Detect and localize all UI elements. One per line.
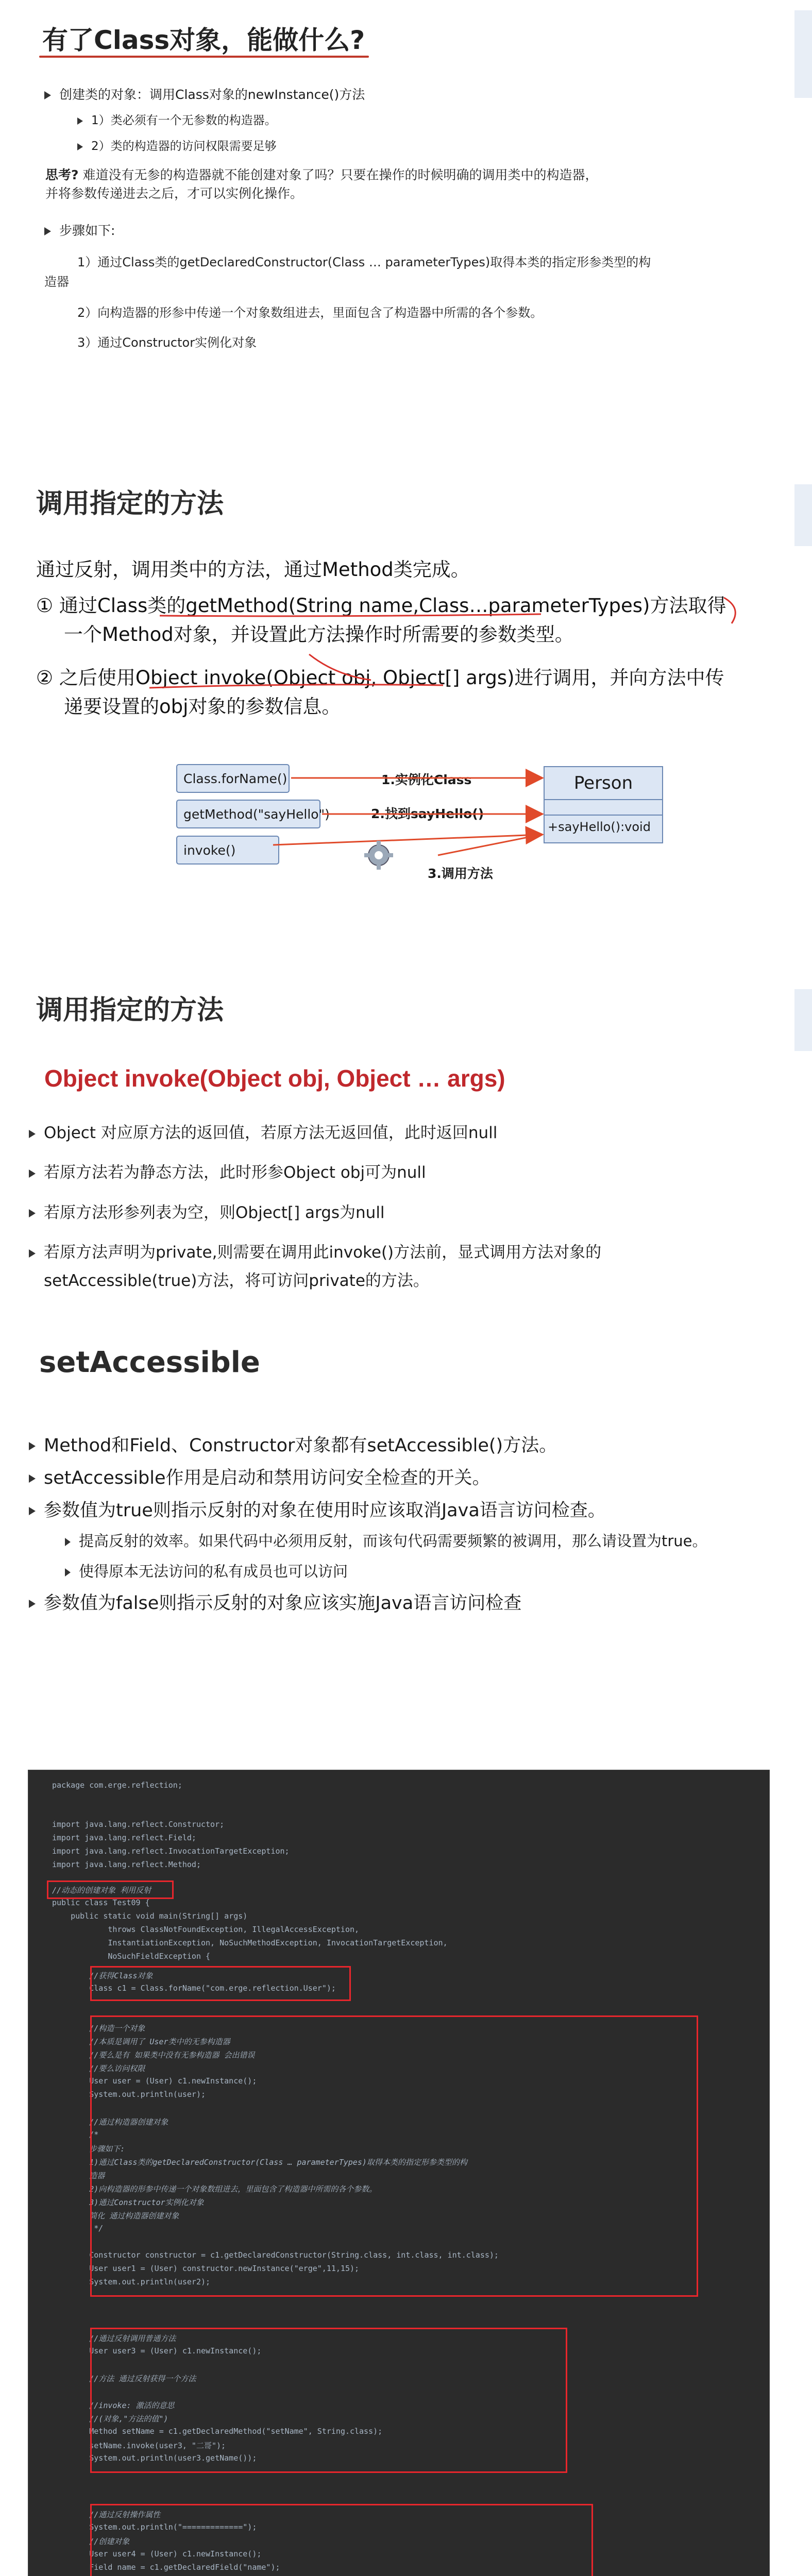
think-paragraph: 思考? 难道没有无参的构造器就不能创建对象了吗？只要在操作的时候明确的调用类中的构造器， 并将参数传递进去之后，才可以实例化操作。: [45, 167, 598, 201]
highlight-box-field: [90, 2504, 593, 2576]
step-2: 2）向构造器的形参中传递一个对象数组进去，里面包含了构造器中所需的各个参数。: [77, 306, 543, 320]
code-line: setName.invoke(user3, "二哥");: [52, 2441, 226, 2450]
code-line: import java.lang.reflect.InvocationTargetException;: [52, 1846, 290, 1856]
code-line: System.out.println(user);: [52, 2090, 206, 2099]
bullet-triangle-icon: [44, 227, 51, 235]
code-line: 3)通过Constructor实例化对象: [52, 2198, 204, 2207]
code-line: User user3 = (User) c1.newInstance();: [52, 2346, 262, 2355]
code-line: //invoke: 激活的意思: [52, 2401, 175, 2410]
highlight-box-constructor: [90, 2015, 698, 2297]
bullet-triangle-icon: [44, 91, 51, 99]
section4-bullets: [29, 1433, 776, 1616]
label-instantiate: 1.实例化Class: [381, 772, 472, 787]
bullet-triangle-icon: [65, 1538, 71, 1546]
bullet-has-setaccessible: Method和Field、Constructor对象都有setAccessible()方法。: [29, 1433, 776, 1459]
code-line: Field name = c1.getDeclaredField("name");: [52, 2563, 280, 2572]
code-line: InstantiationException, NoSuchMethodException, InvocationTargetException,: [52, 1938, 448, 1947]
code-line: throws ClassNotFoundException, IllegalAccessException,: [52, 1925, 360, 1934]
code-line: Class c1 = Class.forName("com.erge.reflection.User");: [52, 1984, 336, 1993]
code-line: //(对象,"方法的值"): [52, 2414, 168, 2424]
label-call-method: 3.调用方法: [428, 866, 493, 881]
bullet-triangle-icon: [29, 1170, 36, 1178]
section3-title: 调用指定的方法: [36, 995, 224, 1026]
think-label: 思考?: [45, 167, 79, 182]
section4-title: setAccessible: [39, 1346, 260, 1379]
bullet-return-value: Object 对应原方法的返回值，若原方法无返回值，此时返回null: [29, 1122, 771, 1144]
code-line: //动态的创建对象 利用反射: [52, 1886, 151, 1895]
code-line: User user1 = (User) constructor.newInstance("erge",11,15);: [52, 2264, 360, 2273]
step-1: 1）通过Class类的getDeclaredConstructor(Class … parameterTypes)取得本类的指定形参类型的构: [77, 255, 651, 269]
code-line: import java.lang.reflect.Constructor;: [52, 1820, 225, 1829]
code-line: //创建对象: [52, 2537, 130, 2546]
bullet-private: 若原方法声明为private,则需要在调用此invoke()方法前，显式调用方法对象的 setAccessible(true)方法，将可访问private的方法。: [29, 1242, 771, 1297]
bullet-triangle-icon: [77, 117, 83, 125]
code-line: User user4 = (User) c1.newInstance();: [52, 2549, 262, 2558]
bullet-triangle-icon: [29, 1442, 36, 1450]
code-line: 1)通过Class类的getDeclaredConstructor(Class … parameterTypes)取得本类的指定形参类型的构: [52, 2158, 467, 2167]
code-line: 造器: [52, 2171, 105, 2180]
section3-bullets: [29, 1122, 771, 1298]
bullet-false: 参数值为false则指示反射的对象应该实施Java语言访问检查: [29, 1591, 776, 1616]
handwritten-annotations: [0, 587, 812, 721]
code-line: 步骤如下:: [52, 2144, 125, 2154]
code-line: //获得Class对象: [52, 1971, 153, 1980]
bullet-empty-params: 若原方法形参列表为空，则Object[] args为null: [29, 1202, 771, 1224]
code-line: public static void main(String[] args): [52, 1911, 248, 1921]
bullet-triangle-icon: [29, 1600, 36, 1608]
section2-title: 调用指定的方法: [36, 488, 224, 519]
step-3: 3）通过Constructor实例化对象: [77, 335, 257, 350]
steps-heading: 步骤如下:: [44, 223, 115, 240]
code-line: import java.lang.reflect.Method;: [52, 1860, 201, 1869]
person-class-name: Person: [545, 767, 662, 800]
sidebar-mark-2: [794, 484, 812, 546]
highlight-box-comment: [47, 1880, 174, 1899]
forname-box: Class.forName(): [176, 764, 290, 793]
code-line: import java.lang.reflect.Field;: [52, 1833, 196, 1842]
code-editor: [28, 1770, 770, 2576]
code-line: //要么访问权限: [52, 2064, 145, 2073]
code-line: /*: [52, 2130, 99, 2139]
highlight-box-forname: [90, 1966, 351, 2001]
person-class-method: +sayHello():void: [548, 820, 651, 834]
sub-bullet-private-access: 使得原本无法访问的私有成员也可以访问: [65, 1561, 776, 1582]
code-line: //构造一个对象: [52, 2024, 145, 2033]
code-line: //通过反射操作属性: [52, 2510, 161, 2519]
code-line: //本质是调用了 User类中的无参构造器: [52, 2037, 230, 2046]
bullet-triangle-icon: [29, 1209, 36, 1217]
code-line: User user = (User) c1.newInstance();: [52, 2076, 257, 2086]
bullet-create-object: 创建类的对象：调用Class对象的newInstance()方法: [44, 87, 365, 104]
section2-item1: ① 通过Class类的getMethod(String name,Class…parameterTypes)方法取得 一个Method对象，并设置此方法操作时所需要的参数类型。: [36, 595, 726, 646]
bullet-triangle-icon: [29, 1130, 36, 1138]
sidebar-mark-3: [794, 989, 812, 1051]
bullet-triangle-icon: [65, 1568, 71, 1577]
code-line: Method setName = c1.getDeclaredMethod("setName", String.class);: [52, 2427, 383, 2436]
code-line: //方法 通过反射获得一个方法: [52, 2374, 196, 2383]
step-1-cont: 造器: [44, 275, 69, 289]
highlight-box-method: [90, 2328, 567, 2473]
getmethod-box: getMethod("sayHello"): [176, 800, 320, 828]
section2-item2: ② 之后使用Object invoke(Object obj, Object[] args)进行调用，并向方法中传 递要设置的obj对象的参数信息。: [36, 667, 724, 718]
code-line: 2)向构造器的形参中传递一个对象数组进去，里面包含了构造器中所需的各个参数。: [52, 2184, 377, 2194]
bullet-switch: setAccessible作用是启动和禁用访问安全检查的开关。: [29, 1466, 776, 1491]
code-line: Constructor constructor = c1.getDeclaredConstructor(String.class, int.class, int.class);: [52, 2250, 499, 2260]
sub-bullet-2: 2）类的构造器的访问权限需要足够: [77, 139, 277, 155]
sidebar-mark-1: [794, 10, 812, 98]
gear-icon: [363, 840, 394, 871]
code-line: public class Test09 {: [52, 1898, 150, 1907]
code-line: package com.erge.reflection;: [52, 1781, 182, 1790]
code-line: NoSuchFieldException {: [52, 1952, 211, 1961]
bullet-triangle-icon: [29, 1249, 36, 1258]
code-line: //通过反射调用普通方法: [52, 2334, 176, 2343]
bullet-triangle-icon: [77, 143, 83, 150]
label-find-method: 2.找到sayHello(): [371, 806, 484, 821]
bullet-true: 参数值为true则指示反射的对象在使用时应该取消Java语言访问检查。: [29, 1498, 776, 1523]
code-line: //通过构造器创建对象: [52, 2117, 168, 2127]
bullet-triangle-icon: [29, 1507, 36, 1515]
code-line: System.out.println("=============");: [52, 2522, 257, 2532]
bullet-triangle-icon: [29, 1475, 36, 1483]
code-line: 简化 通过构造器创建对象: [52, 2211, 179, 2221]
code-line: */: [52, 2224, 104, 2233]
section2-intro: 通过反射，调用类中的方法，通过Method类完成。: [36, 558, 470, 581]
diagram-arrows: [170, 757, 675, 891]
code-line: //要么是有 如果类中没有无参构造器 会出错误: [52, 2050, 255, 2060]
sub-bullet-efficiency: 提高反射的效率。如果代码中必须用反射，而该句代码需要频繁的被调用，那么请设置为true。: [65, 1531, 776, 1552]
code-line: System.out.println(user3.getName());: [52, 2453, 257, 2463]
invoke-box: invoke(): [176, 836, 279, 865]
bullet-static: 若原方法若为静态方法，此时形参Object obj可为null: [29, 1162, 771, 1184]
code-line: System.out.println(user2);: [52, 2277, 211, 2286]
section1-title: 有了Class对象，能做什么?: [42, 25, 365, 55]
invoke-signature: Object invoke(Object obj, Object … args): [44, 1065, 505, 1092]
title-underline: [39, 56, 369, 58]
sub-bullet-1: 1）类必须有一个无参数的构造器。: [77, 113, 277, 129]
